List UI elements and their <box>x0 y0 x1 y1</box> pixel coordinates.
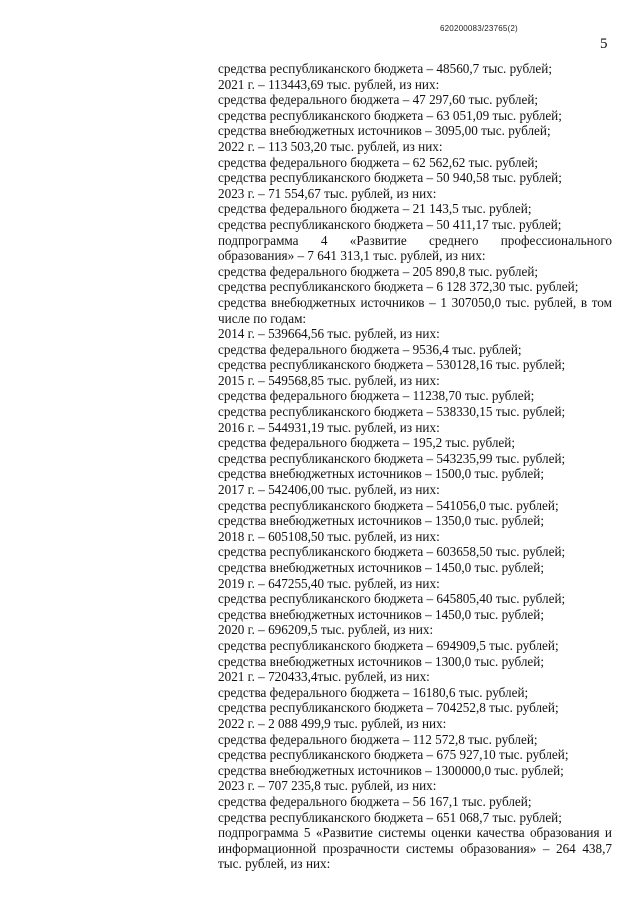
text-line: средства республиканского бюджета – 48560,7 тыс. рублей; <box>218 61 553 76</box>
document-code: 620200083/23765(2) <box>440 24 518 33</box>
text-line: средства федерального бюджета – 11238,70 тыс. рублей; <box>218 388 535 404</box>
text-line: средства федерального бюджета – 195,2 тыс. рублей; <box>218 435 515 451</box>
text-line: средства внебюджетных источников – 1300000,0 тыс. рублей; <box>218 762 564 778</box>
text-line: 2014 г. – 539664,56 тыс. рублей, из них: <box>218 326 440 342</box>
text-line: 2015 г. – 549568,85 тыс. рублей, из них: <box>218 372 440 388</box>
text-line: средства внебюджетных источников – 1350,0 тыс. рублей; <box>218 513 545 529</box>
text-line: 2022 г. – 113 503,20 тыс. рублей, из них: <box>218 138 443 154</box>
text-line: средства федерального бюджета – 21 143,5 тыс. рублей; <box>218 201 532 217</box>
text-line: средства внебюджетных источников – 1450,0 тыс. рублей; <box>218 560 545 575</box>
text-line: 2021 г. – 113443,69 тыс. рублей, из них: <box>218 76 440 92</box>
text-line: средства федерального бюджета – 47 297,60 тыс. рублей; <box>218 92 539 108</box>
text-line: средства республиканского бюджета – 50 940,58 тыс. рублей; <box>218 170 562 186</box>
text-line: 2020 г. – 696209,5 тыс. рублей, из них: <box>218 622 434 638</box>
text-line: средства республиканского бюджета – 63 051,09 тыс. рублей; <box>218 107 562 123</box>
text-line: средства федерального бюджета – 62 562,62 тыс. рублей; <box>218 154 539 170</box>
text-line: 2023 г. – 71 554,67 тыс. рублей, из них: <box>218 185 437 201</box>
text-line: 2022 г. – 2 088 499,9 тыс. рублей, из них: <box>218 715 447 731</box>
text-line: средства федерального бюджета – 9536,4 тыс. рублей; <box>218 341 522 357</box>
text-line: средства республиканского бюджета – 645805,40 тыс. рублей; <box>218 591 566 607</box>
text-line: средства федерального бюджета – 56 167,1 тыс. рублей; <box>218 793 532 809</box>
text-line: средства республиканского бюджета – 694909,5 тыс. рублей; <box>218 637 559 653</box>
text-line: средства федерального бюджета – 112 572,8 тыс. рублей; <box>218 731 538 747</box>
text-line: средства внебюджетных источников – 3095,00 тыс. рублей; <box>218 123 551 139</box>
text-line: средства республиканского бюджета – 50 411,17 тыс. рублей; <box>218 216 562 232</box>
extra-budget-paragraph: средства внебюджетных источников – 1 307050,0 тыс. рублей, в том числе по годам: <box>218 294 612 326</box>
subprogram-5-paragraph: подпрограмма 5 «Развитие системы оценки качества образования и информационной прозрачности системы образования» – 264 438,7 тыс. рублей, из них: <box>218 825 612 872</box>
text-line: средства республиканского бюджета – 603658,50 тыс. рублей; <box>218 544 566 560</box>
text-line: средства республиканского бюджета – 704252,8 тыс. рублей; <box>218 700 559 716</box>
text-line: 2021 г. – 720433,4тыс. рублей, из них: <box>218 669 430 685</box>
text-line: средства федерального бюджета – 205 890,8 тыс. рублей; <box>218 263 539 279</box>
text-line: 2019 г. – 647255,40 тыс. рублей, из них: <box>218 575 440 591</box>
text-line: средства республиканского бюджета – 6 128 372,30 тыс. рублей; <box>218 279 579 295</box>
text-line: средства внебюджетных источников – 1500,0 тыс. рублей; <box>218 466 545 482</box>
text-line: 2018 г. – 605108,50 тыс. рублей, из них: <box>218 528 440 544</box>
text-line: 2023 г. – 707 235,8 тыс. рублей, из них: <box>218 778 437 794</box>
text-line: средства республиканского бюджета – 541056,0 тыс. рублей; <box>218 497 559 513</box>
document-body <box>218 61 612 872</box>
text-line: средства федерального бюджета – 16180,6 тыс. рублей; <box>218 684 529 700</box>
text-line: средства республиканского бюджета – 675 927,10 тыс. рублей; <box>218 747 569 763</box>
text-line: средства республиканского бюджета – 538330,15 тыс. рублей; <box>218 404 566 420</box>
text-line: 2016 г. – 544931,19 тыс. рублей, из них: <box>218 419 440 435</box>
text-line: средства республиканского бюджета – 651 068,7 тыс. рублей; <box>218 809 562 825</box>
subprogram-4-paragraph: подпрограмма 4 «Развитие среднего профессионального образования» – 7 641 313,1 тыс. рублей, из них: <box>218 232 612 264</box>
text-line: средства республиканского бюджета – 530128,16 тыс. рублей; <box>218 357 566 373</box>
text-line: средства внебюджетных источников – 1300,0 тыс. рублей; <box>218 653 545 669</box>
text-line: средства республиканского бюджета – 543235,99 тыс. рублей; <box>218 450 566 466</box>
text-line: 2017 г. – 542406,00 тыс. рублей, из них: <box>218 482 440 498</box>
text-line: средства внебюджетных источников – 1450,0 тыс. рублей; <box>218 606 545 622</box>
page-number: 5 <box>600 36 608 52</box>
